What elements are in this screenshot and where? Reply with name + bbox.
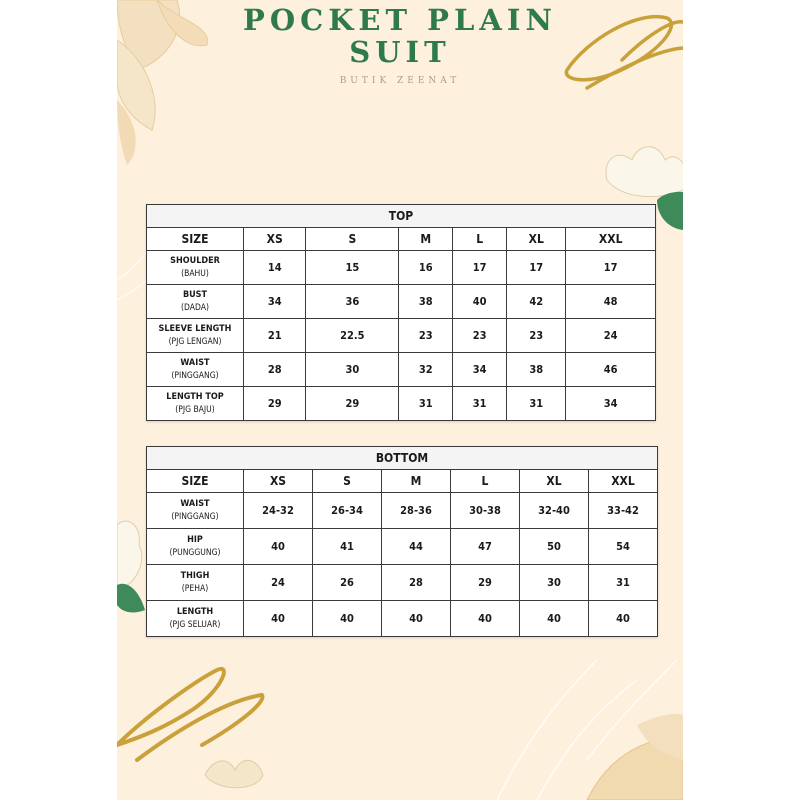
table-cell: 21	[244, 319, 306, 353]
left-lotus-icon	[117, 521, 145, 612]
table-cell: 23	[399, 319, 453, 353]
table-cell: 24	[566, 319, 656, 353]
measurement-en: LENGTH	[176, 606, 214, 617]
table-cell: 26	[313, 565, 382, 601]
measurement-en: WAIST	[180, 357, 210, 368]
bottom-lotus-icon	[205, 760, 263, 787]
table-cell: 40	[244, 529, 313, 565]
measurement-my: (PJG SELUAR)	[169, 619, 221, 630]
table-cell: 30-38	[451, 493, 520, 529]
table-cell: 24	[244, 565, 313, 601]
table-row	[147, 285, 656, 319]
size-chart-poster	[117, 0, 683, 800]
top-size-label: SIZE	[147, 228, 244, 251]
measurement-en: HIP	[187, 534, 203, 545]
table-cell: 28	[382, 565, 451, 601]
measurement-en: SLEEVE LENGTH	[158, 323, 232, 334]
top-size-xs: XS	[244, 228, 306, 251]
measurement-label	[147, 251, 244, 285]
measurement-label	[147, 601, 244, 637]
table-cell: 14	[244, 251, 306, 285]
bottom-size-m: M	[382, 470, 451, 493]
table-cell: 38	[399, 285, 453, 319]
table-cell: 30	[306, 353, 399, 387]
top-size-table	[146, 204, 656, 421]
brand-name: BUTIK ZEENAT	[339, 76, 461, 86]
table-row	[147, 319, 656, 353]
table-cell: 32-40	[520, 493, 589, 529]
table-cell: 50	[520, 529, 589, 565]
table-cell: 40	[520, 601, 589, 637]
table-cell: 17	[566, 251, 656, 285]
measurement-my: (BAHU)	[181, 268, 209, 279]
bottom-right-flower-icon	[587, 714, 683, 800]
table-cell: 41	[313, 529, 382, 565]
top-size-s: S	[306, 228, 399, 251]
bottom-header-row	[147, 470, 658, 493]
table-cell: 33-42	[589, 493, 658, 529]
measurement-label	[147, 529, 244, 565]
table-cell: 29	[451, 565, 520, 601]
table-cell: 15	[306, 251, 399, 285]
measurement-my: (PEHA)	[181, 583, 209, 594]
page-title-line2: SUIT	[349, 35, 451, 69]
table-cell: 34	[566, 387, 656, 421]
table-row	[147, 353, 656, 387]
table-cell: 34	[244, 285, 306, 319]
table-cell: 28-36	[382, 493, 451, 529]
line-art-left-icon	[117, 250, 147, 300]
table-cell: 40	[453, 285, 507, 319]
table-row	[147, 251, 656, 285]
table-row	[147, 493, 658, 529]
measurement-my: (PINGGANG)	[171, 511, 219, 522]
table-cell: 44	[382, 529, 451, 565]
table-cell: 23	[453, 319, 507, 353]
table-cell: 48	[566, 285, 656, 319]
measurement-my: (PJG BAJU)	[175, 404, 215, 415]
measurement-en: LENGTH TOP	[166, 391, 224, 402]
bottom-size-label: SIZE	[147, 470, 244, 493]
measurement-en: SHOULDER	[170, 255, 220, 266]
table-cell: 46	[566, 353, 656, 387]
table-cell: 29	[306, 387, 399, 421]
table-cell: 47	[451, 529, 520, 565]
gold-loop-bottom-left-icon	[117, 669, 263, 760]
measurement-my: (PUNGGUNG)	[169, 547, 221, 558]
table-cell: 31	[589, 565, 658, 601]
table-cell: 16	[399, 251, 453, 285]
table-cell: 36	[306, 285, 399, 319]
top-size-xxl: XXL	[566, 228, 656, 251]
measurement-my: (PJG LENGAN)	[168, 336, 222, 347]
table-cell: 28	[244, 353, 306, 387]
table-cell: 29	[244, 387, 306, 421]
measurement-en: BUST	[182, 289, 208, 300]
table-cell: 24-32	[244, 493, 313, 529]
table-cell: 42	[507, 285, 566, 319]
measurement-label	[147, 565, 244, 601]
bottom-size-s: S	[313, 470, 382, 493]
bottom-size-xs: XS	[244, 470, 313, 493]
table-cell: 26-34	[313, 493, 382, 529]
table-cell: 40	[244, 601, 313, 637]
top-size-l: L	[453, 228, 507, 251]
top-size-m: M	[399, 228, 453, 251]
measurement-my: (PINGGANG)	[171, 370, 219, 381]
table-cell: 34	[453, 353, 507, 387]
table-cell: 17	[453, 251, 507, 285]
measurement-label	[147, 319, 244, 353]
bottom-size-xxl: XXL	[589, 470, 658, 493]
table-cell: 38	[507, 353, 566, 387]
table-cell: 17	[507, 251, 566, 285]
table-cell: 40	[589, 601, 658, 637]
bottom-size-table	[146, 446, 658, 637]
table-cell: 40	[451, 601, 520, 637]
table-cell: 54	[589, 529, 658, 565]
bottom-size-l: L	[451, 470, 520, 493]
top-size-xl: XL	[507, 228, 566, 251]
bottom-size-xl: XL	[520, 470, 589, 493]
measurement-my: (DADA)	[181, 302, 209, 313]
table-row	[147, 601, 658, 637]
table-cell: 23	[507, 319, 566, 353]
table-cell: 30	[520, 565, 589, 601]
measurement-en: WAIST	[180, 498, 210, 509]
table-cell: 31	[453, 387, 507, 421]
measurement-label	[147, 285, 244, 319]
table-cell: 22.5	[306, 319, 399, 353]
table-cell: 32	[399, 353, 453, 387]
page-title-line1: POCKET PLAIN	[243, 3, 557, 37]
table-cell: 40	[382, 601, 451, 637]
table-cell: 31	[507, 387, 566, 421]
top-table-caption: TOP	[147, 205, 656, 228]
measurement-label	[147, 353, 244, 387]
table-row	[147, 387, 656, 421]
table-row	[147, 529, 658, 565]
measurement-en: THIGH	[180, 570, 210, 581]
bottom-table-caption: BOTTOM	[147, 447, 658, 470]
measurement-label	[147, 493, 244, 529]
measurement-label	[147, 387, 244, 421]
table-cell: 40	[313, 601, 382, 637]
table-cell: 31	[399, 387, 453, 421]
top-header-row	[147, 228, 656, 251]
table-row	[147, 565, 658, 601]
